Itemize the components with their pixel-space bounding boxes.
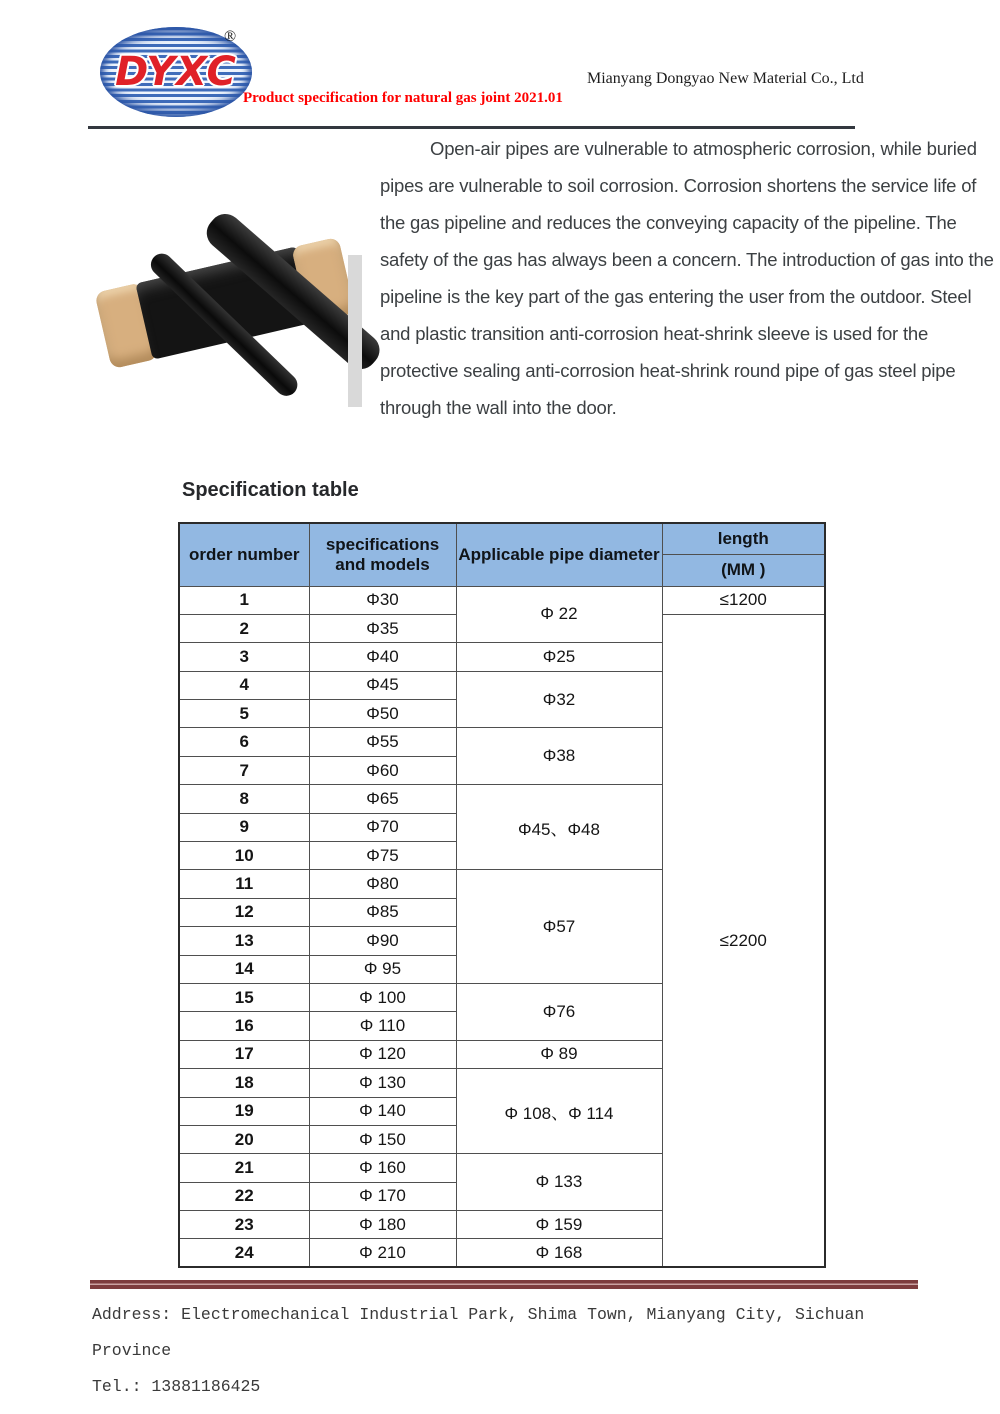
cell-order-number: 23 [179, 1211, 309, 1239]
footer [92, 1297, 902, 1405]
cell-order-number: 11 [179, 870, 309, 898]
cell-specification: Φ 130 [309, 1069, 456, 1097]
table-header-row [179, 523, 825, 554]
cell-specification: Φ 100 [309, 983, 456, 1011]
cell-specification: Φ 95 [309, 955, 456, 983]
spec-table-heading: Specification table [182, 479, 359, 501]
cell-order-number: 16 [179, 1012, 309, 1040]
cell-specification: Φ70 [309, 813, 456, 841]
cell-order-number: 3 [179, 643, 309, 671]
cell-specification: Φ 210 [309, 1239, 456, 1267]
photo-edge-artifact [348, 255, 362, 407]
cell-pipe-diameter: Φ 168 [456, 1239, 662, 1267]
header-divider [88, 126, 855, 129]
cell-order-number: 6 [179, 728, 309, 756]
cell-specification: Φ50 [309, 700, 456, 728]
cell-order-number: 20 [179, 1125, 309, 1153]
cell-pipe-diameter: Φ 108、Φ 114 [456, 1069, 662, 1154]
cell-specification: Φ 180 [309, 1211, 456, 1239]
cell-length: ≤2200 [662, 614, 825, 1267]
header-order-number: order number [179, 523, 309, 586]
cell-order-number: 4 [179, 671, 309, 699]
product-photo [92, 218, 382, 428]
cell-order-number: 15 [179, 983, 309, 1011]
cell-order-number: 12 [179, 898, 309, 926]
cell-specification: Φ60 [309, 756, 456, 784]
cell-specification: Φ 150 [309, 1125, 456, 1153]
intro-paragraph: Open-air pipes are vulnerable to atmospheric corrosion, while buried pipes are vulnerable to soil corrosion. Corrosion shortens the service life of the gas pipeline and reduces the conveying capacity of the pipeline. The safety of the gas has always been a concern. The introduction of gas into the pipeline is the key part of the gas entering the user from the outdoor. Steel and plastic transition anti-corrosion heat-shrink sleeve is used for the protective sealing anti-corrosion heat-shrink round pipe of gas steel pipe through the wall into the door. [380, 138, 994, 418]
company-name: Mianyang Dongyao New Material Co., Ltd [587, 70, 864, 87]
cell-specification: Φ80 [309, 870, 456, 898]
cell-specification: Φ40 [309, 643, 456, 671]
cell-order-number: 2 [179, 614, 309, 642]
cell-pipe-diameter: Φ 159 [456, 1211, 662, 1239]
cell-specification: Φ65 [309, 785, 456, 813]
header-specifications: specifications and models [309, 523, 456, 586]
cell-order-number: 7 [179, 756, 309, 784]
cell-pipe-diameter: Φ 89 [456, 1040, 662, 1068]
cell-specification: Φ 160 [309, 1154, 456, 1182]
cell-order-number: 13 [179, 927, 309, 955]
cell-specification: Φ 120 [309, 1040, 456, 1068]
cell-order-number: 9 [179, 813, 309, 841]
cell-specification: Φ90 [309, 927, 456, 955]
table-row [179, 586, 825, 614]
cell-specification: Φ30 [309, 586, 456, 614]
document-title: Product specification for natural gas joint 2021.01 [243, 90, 563, 106]
cell-order-number: 18 [179, 1069, 309, 1097]
spec-table-body [179, 586, 825, 1267]
cell-pipe-diameter: Φ25 [456, 643, 662, 671]
cell-order-number: 21 [179, 1154, 309, 1182]
cell-pipe-diameter: Φ 133 [456, 1154, 662, 1211]
cell-length: ≤1200 [662, 586, 825, 614]
cell-specification: Φ85 [309, 898, 456, 926]
cell-specification: Φ55 [309, 728, 456, 756]
cell-specification: Φ35 [309, 614, 456, 642]
registered-trademark-icon: ® [224, 28, 237, 45]
cell-pipe-diameter: Φ 22 [456, 586, 662, 643]
logo-wordmark: DYXC [115, 49, 237, 95]
cell-order-number: 22 [179, 1182, 309, 1210]
cell-pipe-diameter: Φ57 [456, 870, 662, 984]
cell-pipe-diameter: Φ38 [456, 728, 662, 785]
cell-order-number: 14 [179, 955, 309, 983]
specification-table [178, 522, 826, 1268]
address-line: Address: Electromechanical Industrial Park, Shima Town, Mianyang City, Sichuan Province [92, 1305, 865, 1360]
footer-divider [90, 1280, 918, 1289]
cell-order-number: 1 [179, 586, 309, 614]
cell-order-number: 24 [179, 1239, 309, 1267]
cell-pipe-diameter: Φ76 [456, 983, 662, 1040]
cell-order-number: 5 [179, 700, 309, 728]
cell-pipe-diameter: Φ32 [456, 671, 662, 728]
cell-specification: Φ45 [309, 671, 456, 699]
cell-specification: Φ 110 [309, 1012, 456, 1040]
cell-specification: Φ 140 [309, 1097, 456, 1125]
header-length-unit: (MM ) [662, 554, 825, 586]
cell-pipe-diameter: Φ45、Φ48 [456, 785, 662, 870]
header-pipe-diameter: Applicable pipe diameter [456, 523, 662, 586]
cell-specification: Φ75 [309, 842, 456, 870]
header-length: length [662, 523, 825, 554]
cell-specification: Φ 170 [309, 1182, 456, 1210]
cell-order-number: 19 [179, 1097, 309, 1125]
cell-order-number: 8 [179, 785, 309, 813]
cell-order-number: 17 [179, 1040, 309, 1068]
telephone-line: Tel.: 13881186425 [92, 1377, 261, 1396]
cell-order-number: 10 [179, 842, 309, 870]
